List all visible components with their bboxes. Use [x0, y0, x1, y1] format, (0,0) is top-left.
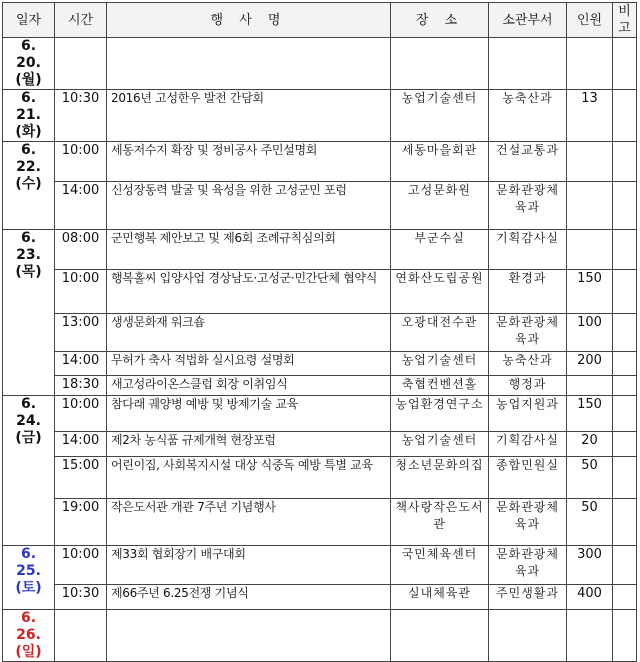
time-cell: 10:00: [55, 270, 107, 314]
note-cell: [613, 546, 637, 585]
place-cell: [391, 38, 489, 90]
header-note: 비고: [613, 3, 637, 38]
note-cell: [613, 142, 637, 182]
event-cell: [107, 38, 391, 90]
schedule-body: [3, 38, 637, 662]
people-cell: 50: [567, 499, 613, 546]
dept-cell: 문화관광체육과: [489, 182, 567, 230]
people-cell: 13: [567, 90, 613, 142]
date-label: 6. 26.: [16, 610, 41, 643]
event-cell: 생생문화재 워크숍: [107, 314, 391, 352]
table-row: [3, 142, 637, 182]
dept-cell: [489, 38, 567, 90]
place-cell: 농업기술센터: [391, 432, 489, 457]
people-cell: 200: [567, 352, 613, 376]
time-cell: 15:00: [55, 457, 107, 499]
event-cell: 제66주년 6.25전쟁 기념식: [107, 585, 391, 610]
dept-cell: 농축산과: [489, 352, 567, 376]
people-cell: 100: [567, 314, 613, 352]
people-cell: [567, 142, 613, 182]
event-cell: 제2차 농식품 규제개혁 현장포럼: [107, 432, 391, 457]
time-cell: 10:00: [55, 546, 107, 585]
place-cell: 농업기술센터: [391, 90, 489, 142]
people-cell: [567, 230, 613, 270]
table-row: [3, 457, 637, 499]
event-cell: [107, 610, 391, 662]
header-time: 시간: [55, 3, 107, 38]
header-event: 행 사 명: [107, 3, 391, 38]
table-row: [3, 314, 637, 352]
dept-cell: 종합민원실: [489, 457, 567, 499]
date-label: 6. 23.: [16, 230, 41, 263]
people-cell: 150: [567, 396, 613, 432]
note-cell: [613, 270, 637, 314]
people-cell: [567, 376, 613, 396]
table-row: [3, 230, 637, 270]
note-cell: [613, 499, 637, 546]
place-cell: 부군수실: [391, 230, 489, 270]
time-cell: 18:30: [55, 376, 107, 396]
time-cell: 13:00: [55, 314, 107, 352]
place-cell: 연화산도립공원: [391, 270, 489, 314]
event-cell: 신성장동력 발굴 및 육성을 위한 고성군민 포럼: [107, 182, 391, 230]
date-cell: [3, 546, 55, 610]
place-cell: 세동마을회관: [391, 142, 489, 182]
people-cell: 50: [567, 457, 613, 499]
event-cell: 군민행복 제안보고 및 제6회 조례규칙심의회: [107, 230, 391, 270]
dept-cell: 기획감사실: [489, 432, 567, 457]
place-cell: 농업환경연구소: [391, 396, 489, 432]
place-cell: [391, 610, 489, 662]
header-date: 일자: [3, 3, 55, 38]
note-cell: [613, 376, 637, 396]
table-row: [3, 270, 637, 314]
note-cell: [613, 182, 637, 230]
date-label: 6. 22.: [16, 142, 41, 175]
header-dept: 소관부서: [489, 3, 567, 38]
time-cell: 08:00: [55, 230, 107, 270]
header-row: [3, 3, 637, 38]
table-row: [3, 90, 637, 142]
event-cell: 2016년 고성한우 발전 간담회: [107, 90, 391, 142]
date-cell: [3, 142, 55, 230]
people-cell: 300: [567, 546, 613, 585]
date-cell: [3, 90, 55, 142]
dept-cell: 농축산과: [489, 90, 567, 142]
dept-cell: 건설교통과: [489, 142, 567, 182]
date-cell: [3, 396, 55, 546]
dept-cell: 기획감사실: [489, 230, 567, 270]
people-cell: [567, 610, 613, 662]
event-cell: 세동저수지 확장 및 정비공사 주민설명회: [107, 142, 391, 182]
note-cell: [613, 457, 637, 499]
weekday-label: (월): [15, 72, 42, 88]
schedule-table: [2, 2, 637, 662]
place-cell: 실내체육관: [391, 585, 489, 610]
header-place: 장 소: [391, 3, 489, 38]
table-row: [3, 376, 637, 396]
place-cell: 고성문화원: [391, 182, 489, 230]
note-cell: [613, 585, 637, 610]
dept-cell: 환경과: [489, 270, 567, 314]
time-cell: 10:30: [55, 90, 107, 142]
time-cell: 14:00: [55, 352, 107, 376]
note-cell: [613, 90, 637, 142]
dept-cell: 주민생활과: [489, 585, 567, 610]
header-people: 인원: [567, 3, 613, 38]
note-cell: [613, 610, 637, 662]
note-cell: [613, 352, 637, 376]
weekday-label: (토): [15, 580, 42, 596]
dept-cell: 행정과: [489, 376, 567, 396]
place-cell: 농업기술센터: [391, 352, 489, 376]
time-cell: [55, 610, 107, 662]
note-cell: [613, 314, 637, 352]
table-row: [3, 546, 637, 585]
place-cell: 청소년문화의집: [391, 457, 489, 499]
table-row: [3, 585, 637, 610]
event-cell: 제33회 협회장기 배구대회: [107, 546, 391, 585]
time-cell: 10:00: [55, 142, 107, 182]
people-cell: 20: [567, 432, 613, 457]
date-cell: [3, 38, 55, 90]
table-row: [3, 396, 637, 432]
dept-cell: 농업지원과: [489, 396, 567, 432]
table-row: [3, 432, 637, 457]
people-cell: 150: [567, 270, 613, 314]
place-cell: 축협컨벤션홀: [391, 376, 489, 396]
date-label: 6. 20.: [16, 38, 41, 71]
time-cell: 19:00: [55, 499, 107, 546]
place-cell: 책사랑작은도서관: [391, 499, 489, 546]
note-cell: [613, 38, 637, 90]
event-cell: 어린이집, 사회복지시설 대상 식중독 예방 특별 교육: [107, 457, 391, 499]
time-cell: 10:30: [55, 585, 107, 610]
note-cell: [613, 432, 637, 457]
time-cell: 14:00: [55, 182, 107, 230]
time-cell: [55, 38, 107, 90]
event-cell: 작은도서관 개관 7주년 기념행사: [107, 499, 391, 546]
event-cell: 무허가 축사 적법화 실시요령 설명회: [107, 352, 391, 376]
table-row: [3, 38, 637, 90]
weekday-label: (일): [15, 644, 42, 660]
table-row: [3, 352, 637, 376]
event-cell: 참다래 궤양병 예방 및 방제기술 교육: [107, 396, 391, 432]
place-cell: 오광대전수관: [391, 314, 489, 352]
event-cell: 새고성라이온스클럽 회장 이취임식: [107, 376, 391, 396]
table-row: [3, 499, 637, 546]
dept-cell: [489, 610, 567, 662]
date-cell: [3, 230, 55, 396]
event-cell: 행복홀씨 입양사업 경상남도·고성군·민간단체 협약식: [107, 270, 391, 314]
table-row: [3, 182, 637, 230]
dept-cell: 문화관광체육과: [489, 499, 567, 546]
note-cell: [613, 396, 637, 432]
weekday-label: (화): [15, 124, 42, 140]
weekday-label: (금): [15, 430, 42, 446]
people-cell: [567, 38, 613, 90]
note-cell: [613, 230, 637, 270]
people-cell: [567, 182, 613, 230]
time-cell: 14:00: [55, 432, 107, 457]
date-cell: [3, 610, 55, 662]
time-cell: 10:00: [55, 396, 107, 432]
place-cell: 국민체육센터: [391, 546, 489, 585]
date-label: 6. 25.: [16, 546, 41, 579]
weekday-label: (목): [15, 264, 42, 280]
date-label: 6. 24.: [16, 396, 41, 429]
people-cell: 400: [567, 585, 613, 610]
dept-cell: 문화관광체육과: [489, 314, 567, 352]
weekday-label: (수): [15, 176, 42, 192]
date-label: 6. 21.: [16, 90, 41, 123]
dept-cell: 문화관광체육과: [489, 546, 567, 585]
table-row: [3, 610, 637, 662]
